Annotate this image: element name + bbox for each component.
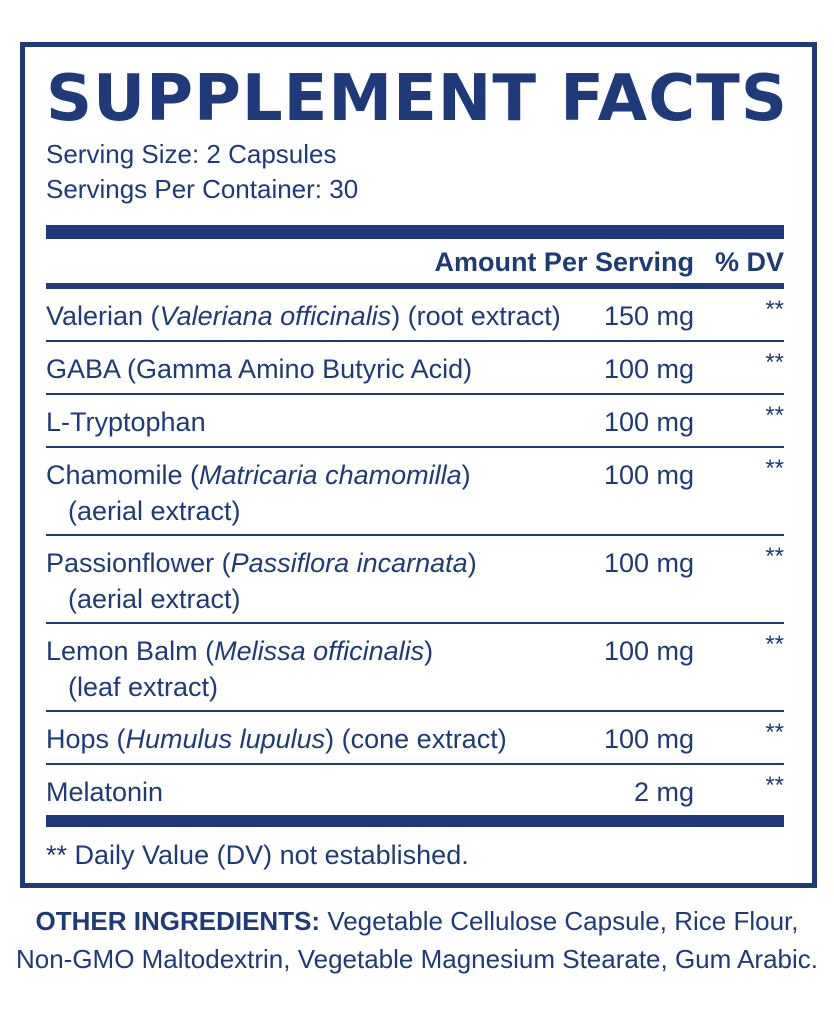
ingredient-name-text: Lemon Balm ( <box>46 636 215 666</box>
ingredient-dv: ** <box>765 631 784 658</box>
top-divider-bar <box>46 225 784 239</box>
other-ingredients-line2: Non-GMO Maltodextrin, Vegetable Magnesium Stearate, Gum Arabic. <box>15 944 819 974</box>
ingredient-amount: 2 mg <box>633 777 694 807</box>
ingredient-dv: ** <box>765 772 784 799</box>
table-header <box>46 239 784 289</box>
panel-title: SUPPLEMENT FACTS <box>46 62 788 136</box>
ingredient-amount: 100 mg <box>603 407 694 437</box>
other-ingredients-line1: Vegetable Cellulose Capsule, Rice Flour, <box>320 906 799 936</box>
ingredient-name-text: L-Tryptophan <box>46 407 206 437</box>
ingredient-part: (aerial extract) <box>68 496 241 526</box>
serving-info <box>46 137 784 207</box>
ingredient-dv: ** <box>765 455 784 482</box>
servings-per-container: Servings Per Container: 30 <box>46 174 359 204</box>
table-row <box>46 395 784 448</box>
table-row <box>46 448 784 536</box>
table-row <box>46 342 784 395</box>
table-row <box>46 289 784 342</box>
ingredient-latin-name: Passiflora incarnata <box>230 548 468 578</box>
ingredient-name-text: Melatonin <box>46 777 164 807</box>
ingredient-amount: 100 mg <box>603 354 694 384</box>
ingredient-name-suffix: ) <box>467 548 477 578</box>
ingredient-dv: ** <box>765 402 784 429</box>
ingredient-latin-name: Humulus lupulus <box>125 724 326 754</box>
serving-size: Serving Size: 2 Capsules <box>46 139 337 169</box>
ingredient-amount: 100 mg <box>603 636 694 666</box>
ingredient-latin-name: Matricaria chamomilla <box>199 460 462 490</box>
supplement-facts-panel <box>20 42 817 888</box>
table-row <box>46 765 784 815</box>
ingredient-name <box>46 774 163 810</box>
ingredient-amount: 150 mg <box>603 301 694 331</box>
ingredient-latin-name: Melissa officinalis <box>214 636 425 666</box>
table-row <box>46 536 784 624</box>
ingredient-name <box>46 457 471 529</box>
ingredient-dv: ** <box>765 349 784 376</box>
ingredient-dv: ** <box>765 296 784 323</box>
ingredient-name-text: GABA (Gamma Amino Butyric Acid) <box>46 354 473 384</box>
ingredient-name-suffix: ) (cone extract) <box>325 724 507 754</box>
ingredient-table <box>46 289 784 815</box>
ingredient-name <box>46 298 561 334</box>
header-dv: % DV <box>714 247 784 277</box>
ingredient-part: (aerial extract) <box>68 584 241 614</box>
ingredient-name-suffix: ) (root extract) <box>391 301 561 331</box>
ingredient-amount: 100 mg <box>603 460 694 490</box>
other-ingredients-label: OTHER INGREDIENTS: <box>35 906 321 936</box>
table-row <box>46 712 784 765</box>
ingredient-amount: 100 mg <box>603 724 694 754</box>
ingredient-name-suffix: ) <box>461 460 471 490</box>
ingredient-name <box>46 545 477 617</box>
ingredient-name-suffix: ) <box>424 636 434 666</box>
ingredient-name <box>46 404 206 440</box>
ingredient-part: (leaf extract) <box>68 672 219 702</box>
ingredient-name-text: Hops ( <box>46 724 126 754</box>
ingredient-name-text: Chamomile ( <box>46 460 200 490</box>
ingredient-name <box>46 721 507 757</box>
header-amount: Amount Per Serving <box>434 247 694 277</box>
other-ingredients <box>0 902 834 978</box>
ingredient-dv: ** <box>765 543 784 570</box>
footnote: ** Daily Value (DV) not established. <box>46 840 469 870</box>
ingredient-name <box>46 633 433 705</box>
ingredient-name-text: Valerian ( <box>46 301 160 331</box>
ingredient-name-text: Passionflower ( <box>46 548 231 578</box>
ingredient-latin-name: Valeriana officinalis <box>159 301 392 331</box>
ingredient-dv: ** <box>765 719 784 746</box>
bottom-divider-bar <box>46 815 784 827</box>
ingredient-amount: 100 mg <box>603 548 694 578</box>
ingredient-name <box>46 351 472 387</box>
table-row <box>46 624 784 712</box>
